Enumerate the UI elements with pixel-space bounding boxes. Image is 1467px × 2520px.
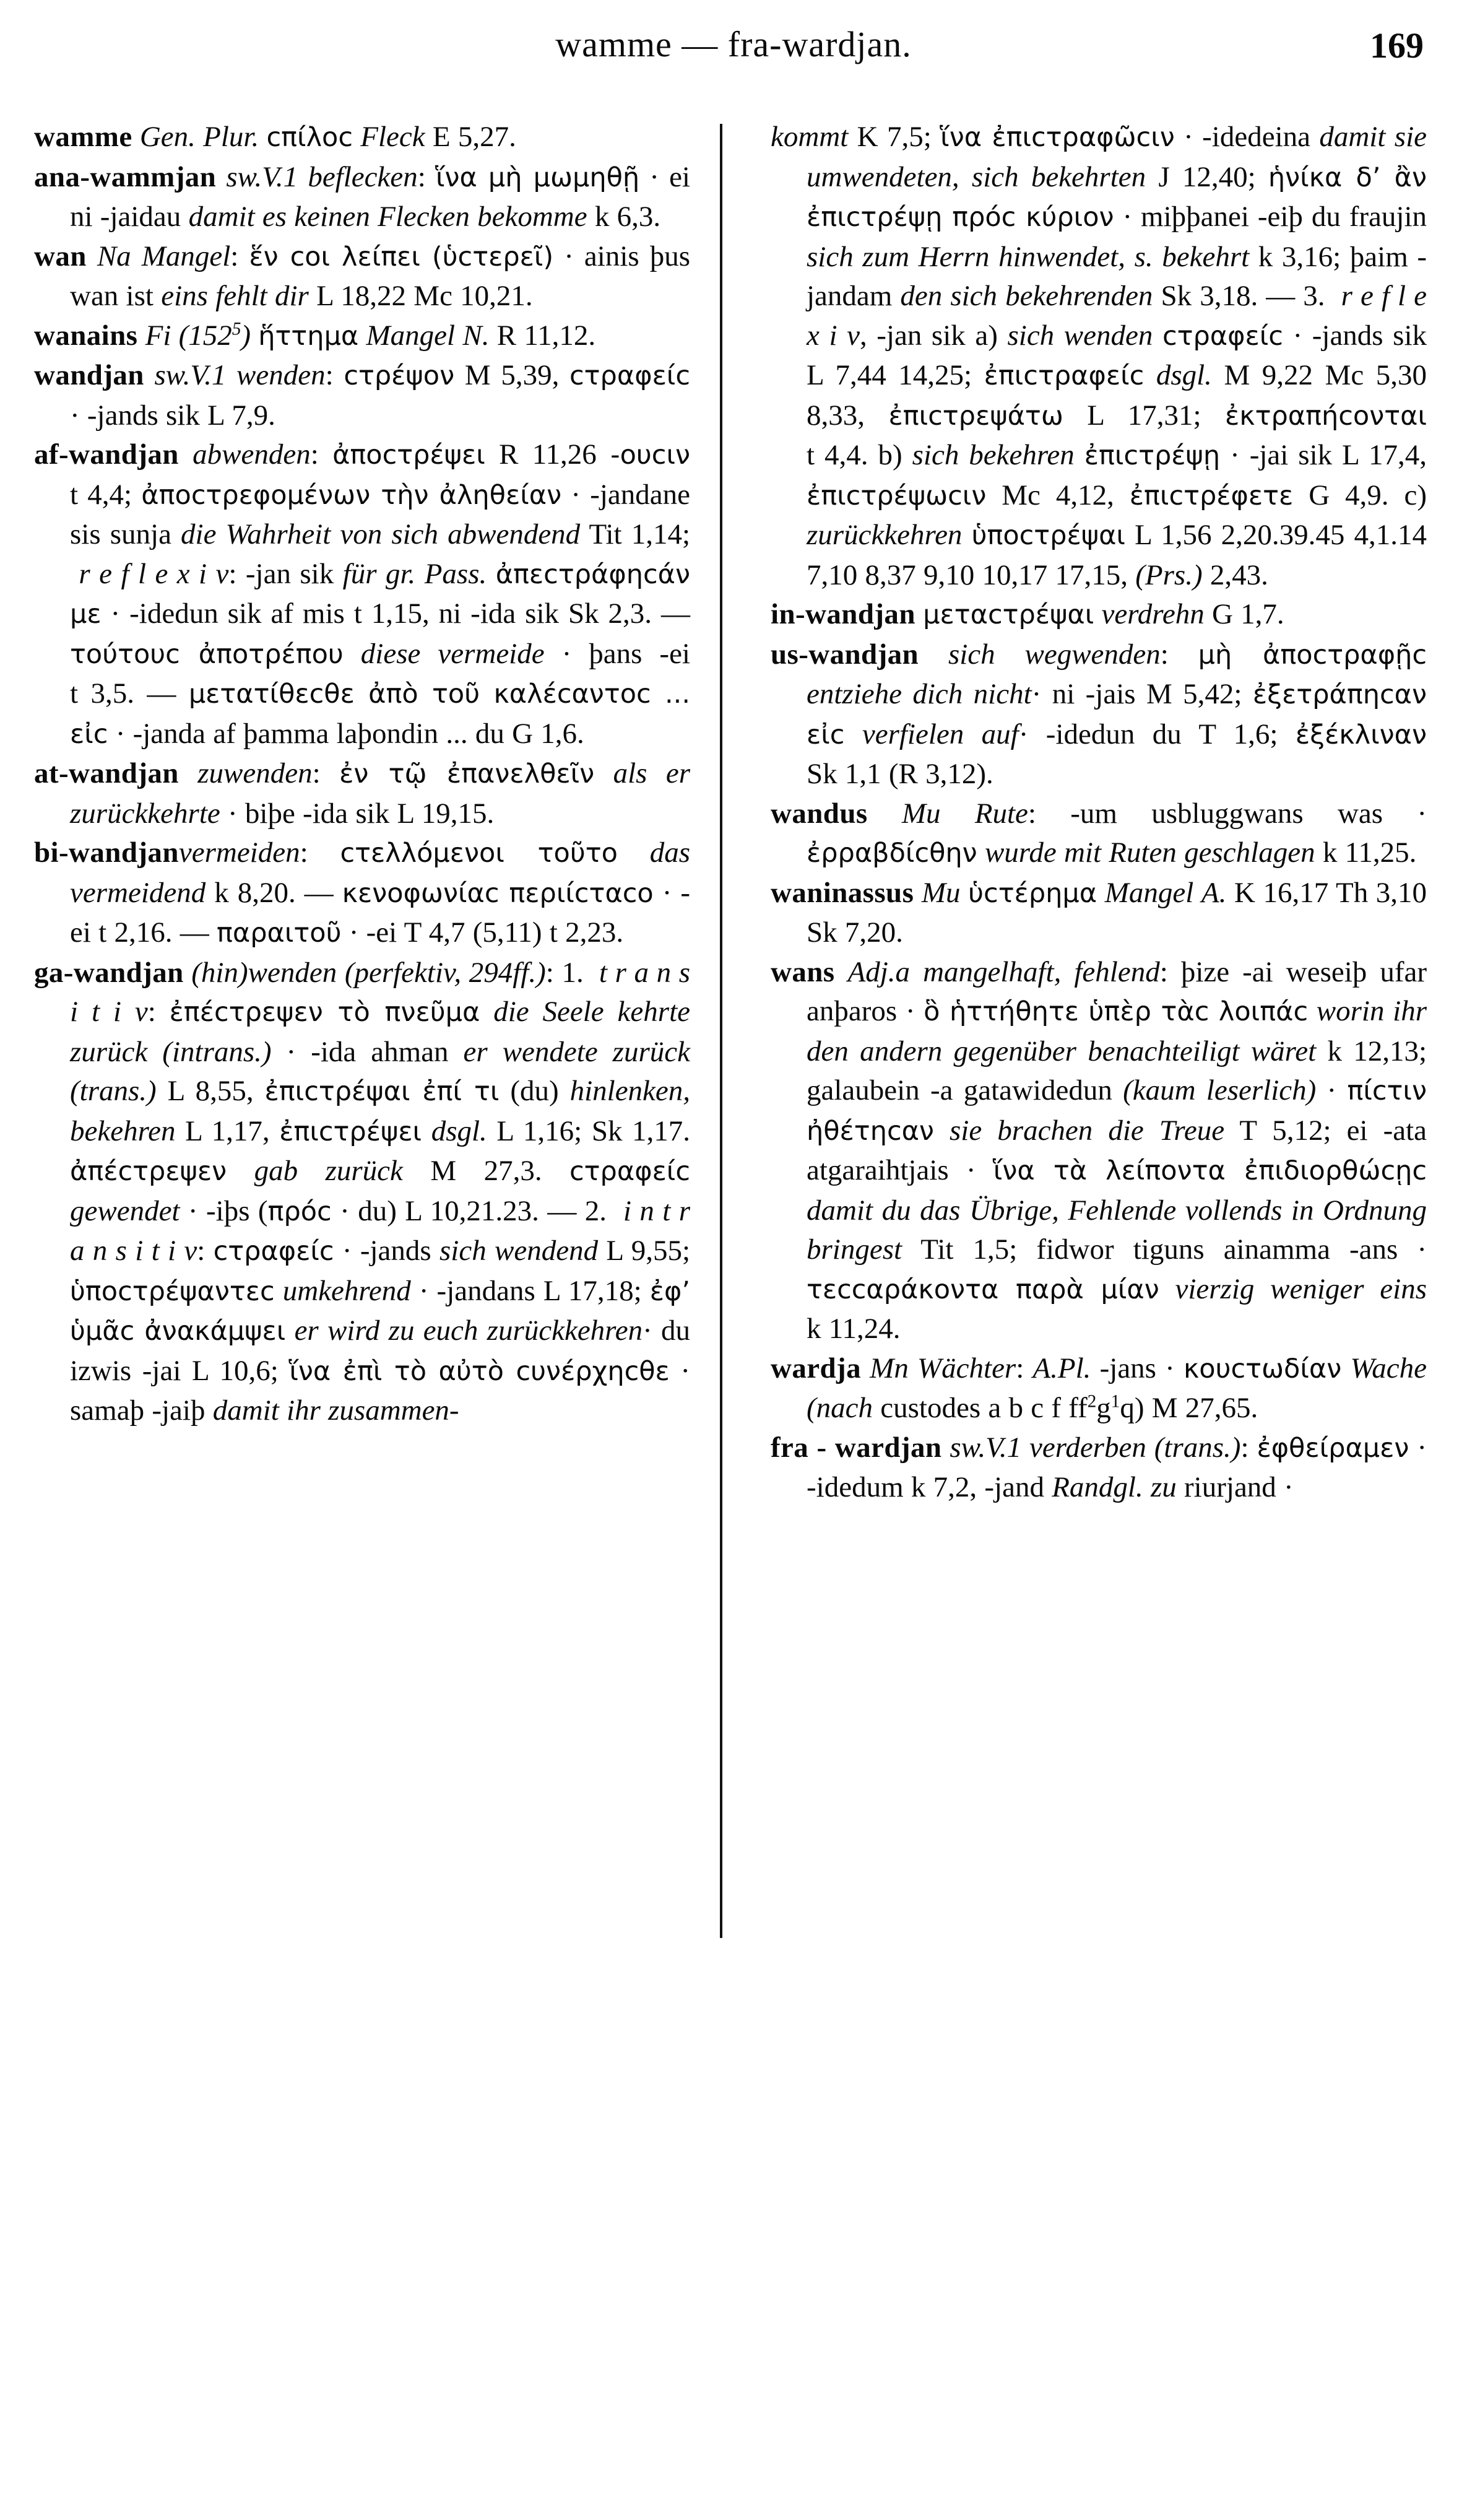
dictionary-entry: bi-wandjanvermeiden: cτελλόμενοι τοῦτο das vermeidend k 8,20. — κενοφωνίαc περιίcταcο · -ei t 2,16. — παραιτοῦ · -ei T 4,7 (5,11) t 2,23.: [34, 836, 691, 949]
dictionary-entry: at-wandjan zuwenden: ἐν τῷ ἐπανελθεῖν als er zurückkehrte · biþe -ida sik L 19,15.: [34, 757, 690, 830]
dictionary-entry: in-wandjan μεταcτρέψαι verdrehn G 1,7.: [771, 598, 1284, 630]
dictionary-entry-continuation: kommt K 7,5; ἵνα ἐπιcτραφῶcιν · -idedeina damit sie umwendeten, sich bekehrten J 12,40; ἡνίκα δ’ ἂν ἐπιcτρέψῃ πρόc κύριον · miþþanei -eiþ du fraujin sich zum Herrn hinwendet, s. bekehrt k 3,16; þaim -jandam den sich bekehrenden Sk 3,18. — 3. r e f l e x i v, -jan sik a) sich wenden cτραφείc · -jands sik L 7,44 14,25; ἐπιcτραφείc dsgl. M 9,22 Mc 5,30 8,33, ἐπιcτρεψάτω L 17,31; ἐκτραπήcονται t 4,4. b) sich bekehren ἐπιcτρέψῃ · -jai sik L 17,4, ἐπιcτρέψωcιν Mc 4,12, ἐπιcτρέφετε G 4,9. c) zurückkehren ὑποcτρέψαι L 1,56 2,20.39.45 4,1.14 7,10 8,37 9,10 10,17 17,15, (Prs.) 2,43.: [771, 121, 1427, 591]
column-divider-rule: [720, 124, 722, 1938]
running-head: [0, 24, 1467, 79]
dictionary-entry: wandjan sw.V.1 wenden: cτρέψον M 5,39, cτραφείc · -jands sik L 7,9.: [34, 359, 691, 432]
dictionary-entry: wamme Gen. Plur. cπίλοc Fleck E 5,27.: [34, 121, 516, 153]
dictionary-entry: af-wandjan abwenden: ἀποcτρέψει R 11,26 -ουcιν t 4,4; ἀποcτρεφομένων τὴν ἀληθείαν · -jandane sis sunja die Wahrheit von sich abwendend Tit 1,14; r e f l e x i v: -jan sik für gr. Pass. ἀπεcτράφηcάν με · -idedun sik af mis t 1,15, ni -ida sik Sk 2,3. — τούτουc ἀποτρέπου diese vermeide · þans -ei t 3,5. — μετατίθεcθε ἀπὸ τοῦ καλέcαντοc ... εἰc · -janda af þamma laþondin ... du G 1,6.: [34, 438, 691, 750]
running-head-title: wamme — fra-wardjan.: [555, 24, 912, 64]
dictionary-entry: wardja Mn Wächter: A.Pl. -jans · κουcτωδίαν Wache (nach custodes a b c f $ff^2g^1q$) M 27,65.: [771, 1352, 1427, 1424]
dictionary-entry: wanains Fi $(152^5)$ ἥττημα Mangel N. R 11,12.: [34, 318, 596, 352]
right-column: [771, 118, 1427, 2495]
left-column: [34, 118, 690, 2495]
dictionary-entry: ga-wandjan (hin)wenden (perfektiv, 294ff.): 1. t r a n s i t i v: ἐπέcτρεψεν τὸ πνεῦμα die Seele kehrte zurück (intrans.) · -ida ahman er wendete zurück (trans.) L 8,55, ἐπιcτρέψαι ἐπί τι (du) hinlenken, bekehren L 1,17, ἐπιcτρέψει dsgl. L 1,16; Sk 1,17. ἀπέcτρεψεν gab zurück M 27,3. cτραφείc gewendet · -iþs (πρόc · du) L 10,21.23. — 2. i n t r a n s i t i v: cτραφείc · -jands sich wendend L 9,55; ὑποcτρέψαντεc umkehrend · -jandans L 17,18; ἐφ’ ὑμᾶc ἀνακάμψει er wird zu euch zurückkehren· du izwis -jai L 10,6; ἵνα ἐπὶ τὸ αὐτὸ cυνέρχηcθε · samaþ -jaiþ damit ihr zusammen-: [34, 956, 691, 1427]
dictionary-entry: waninassus Mu ὑcτέρημα Mangel A. K 16,17 Th 3,10 Sk 7,20.: [771, 876, 1427, 949]
dictionary-entry: wandus Mu Rute: -um usbluggwans was · ἐρραβδίcθην wurde mit Ruten geschlagen k 11,25.: [771, 797, 1427, 869]
page-number: 169: [1370, 25, 1424, 66]
dictionary-entry: wan Na Mangel: ἕν coι λείπει (ὑcτερεῖ) · ainis þus wan ist eins fehlt dir L 18,22 Mc 10,21.: [34, 240, 690, 312]
dictionary-entry: wans Adj.a mangelhaft, fehlend: þize -ai weseiþ ufar anþaros · ὃ ἡττήθητε ὑπὲρ τὰc λοιπάc worin ihr den andern gegenüber benachteiligt wäret k 12,13; galaubein -a gatawidedun (kaum leserlich) · πίcτιν ἠθέτηcαν sie brachen die Treue T 5,12; ei -ata atgaraihtjais · ἵνα τὰ λείποντα ἐπιδιορθώcῃc damit du das Übrige, Fehlende vollends in Ordnung bringest Tit 1,5; fidwor tiguns ainamma -ans · τεccαράκοντα παρὰ μίαν vierzig weniger eins k 11,24.: [771, 955, 1427, 1345]
dictionary-entry: fra - wardjan sw.V.1 verderben (trans.): ἐφθείραμεν · -idedum k 7,2, -jand Randgl. zu riurjand ·: [771, 1431, 1427, 1503]
dictionary-entry: us-wandjan sich wegwenden: μὴ ἀποcτραφῇc entziehe dich nicht· ni -jais M 5,42; ἐξετράπηcαν εἰc verfielen auf· -idedun du T 1,6; ἐξέκλιναν Sk 1,1 (R 3,12).: [771, 638, 1427, 790]
column-container: [0, 118, 1467, 2495]
dictionary-entry: ana-wammjan sw.V.1 beflecken: ἵνα μὴ μωμηθῇ · ei ni -jaidau damit es keinen Flecken bekomme k 6,3.: [34, 160, 690, 233]
